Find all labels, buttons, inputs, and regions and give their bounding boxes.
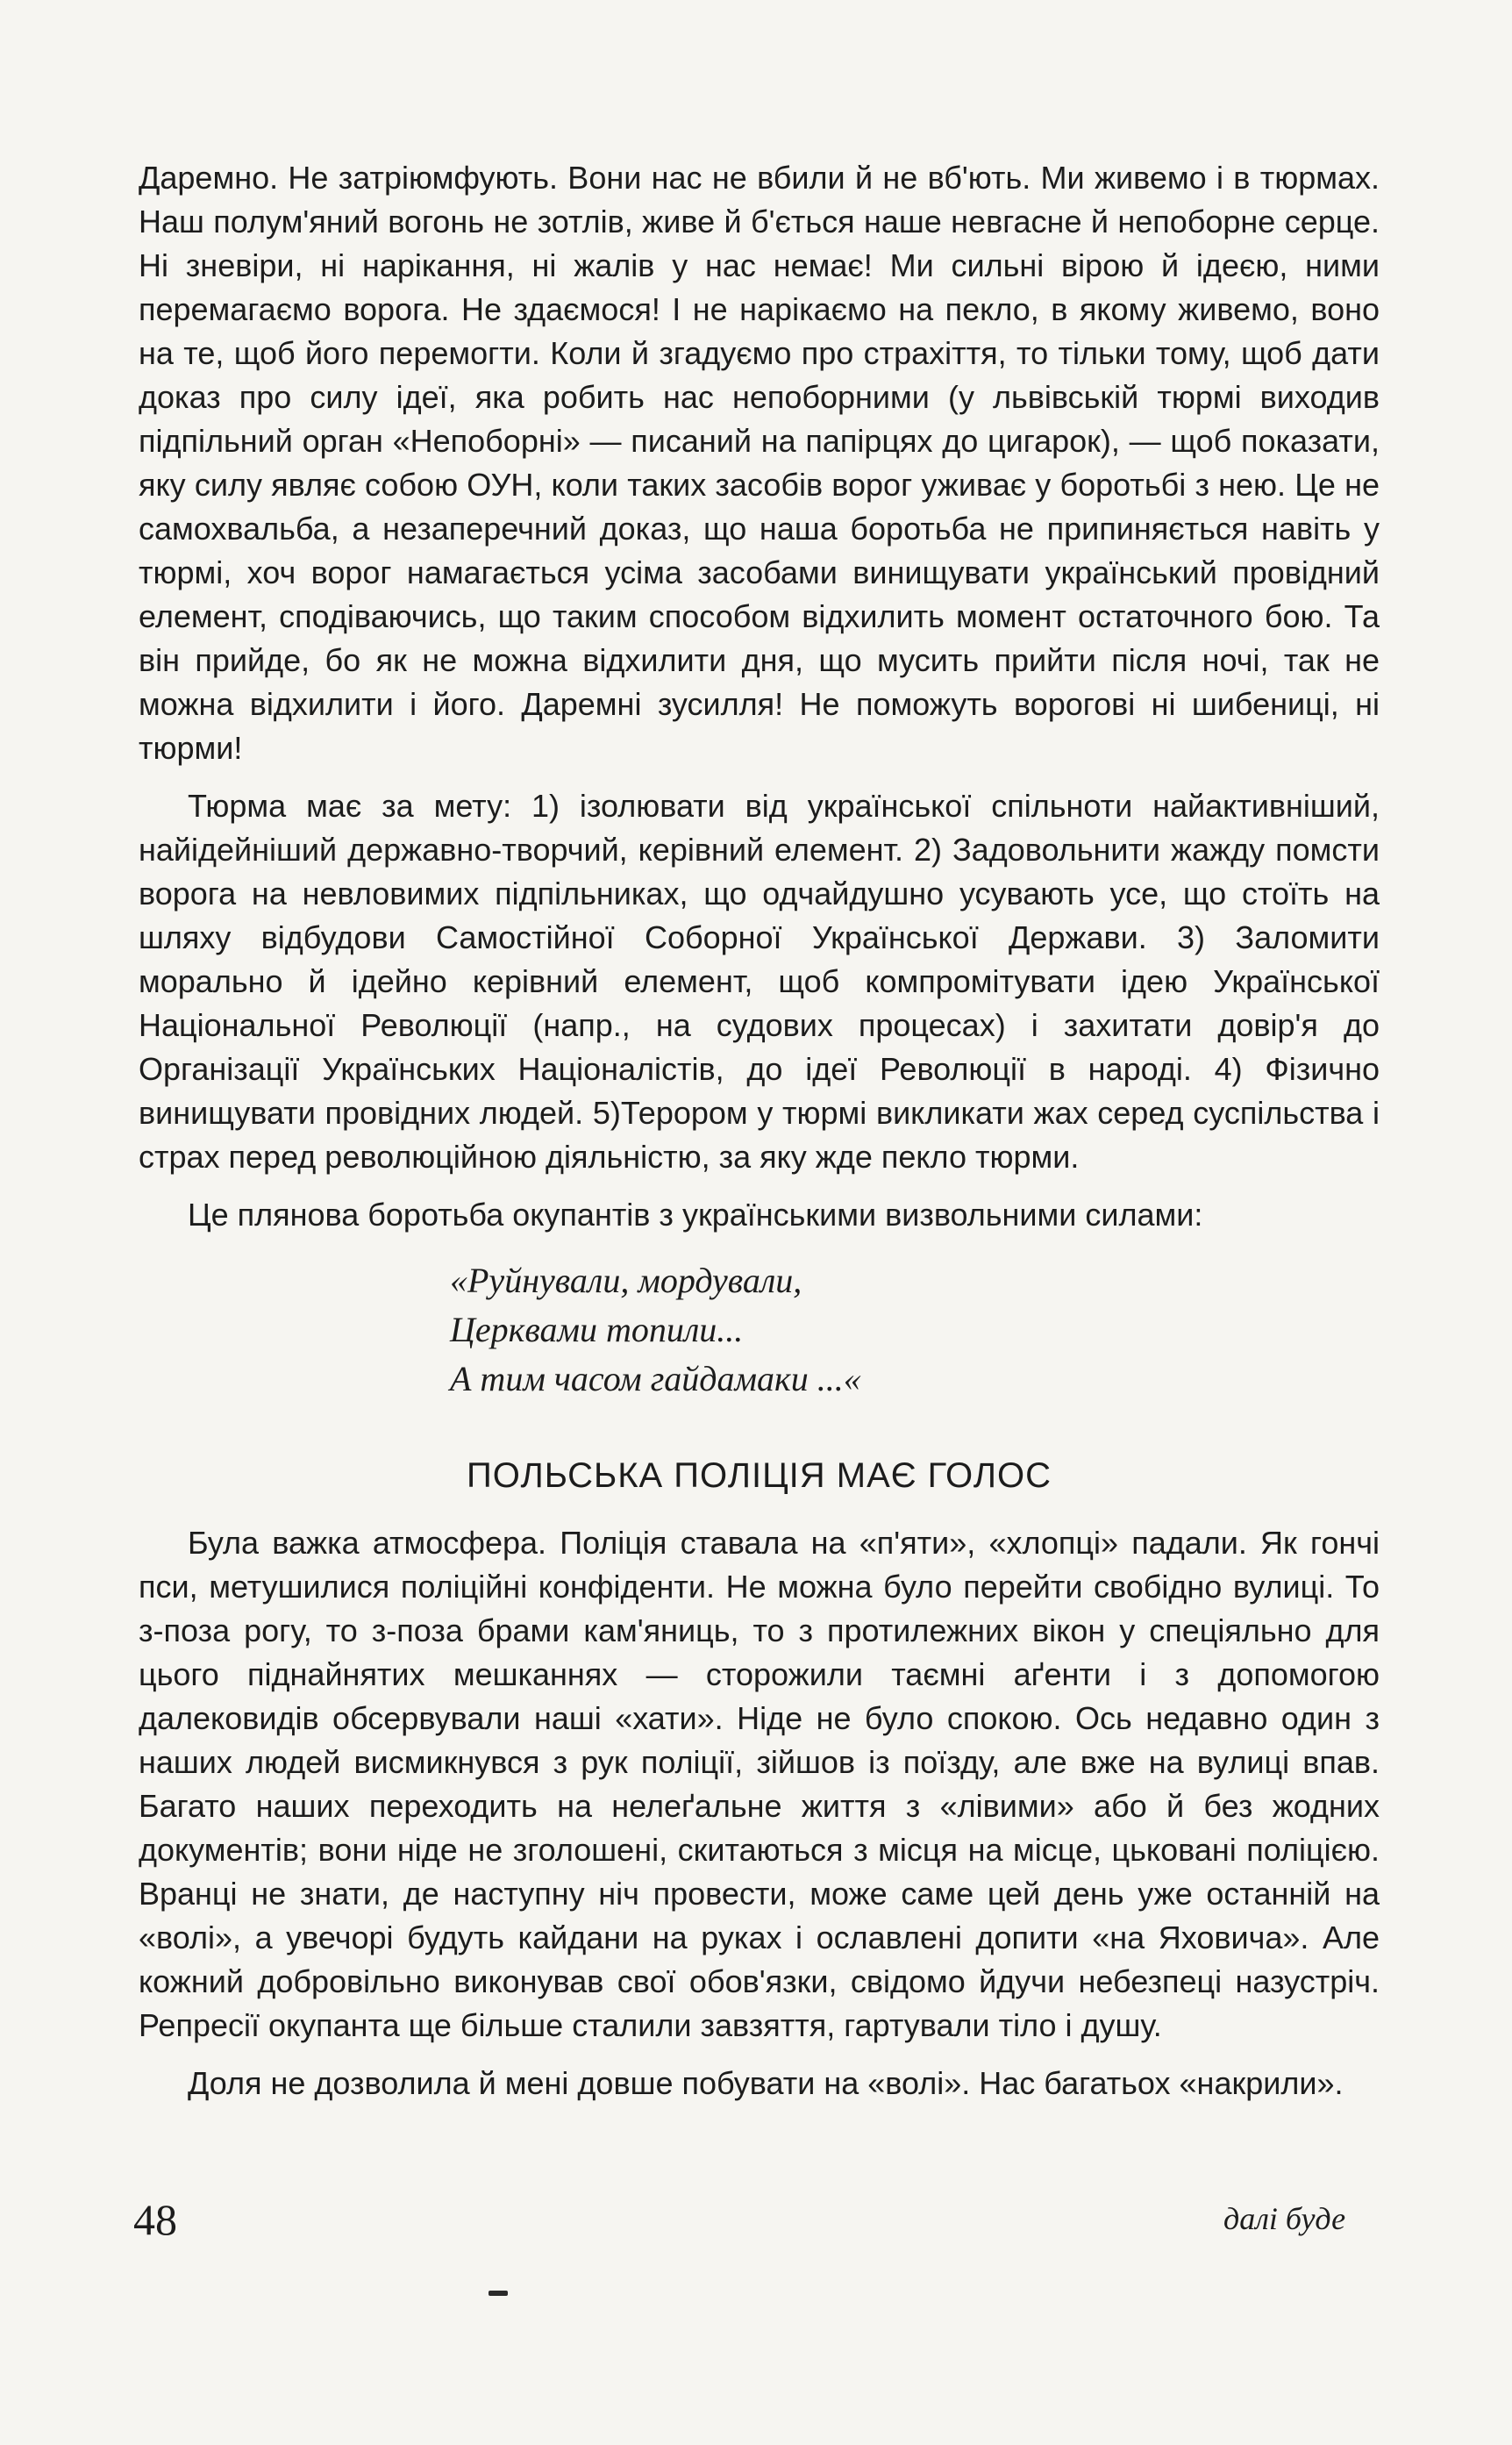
scan-mark xyxy=(489,2291,508,2296)
poem-line: Церквами топили... xyxy=(450,1310,744,1349)
paragraph-tyurma-meta: Тюрма має за мету: 1) ізолювати від української спільноти найактивніший, найідейніший державно-творчий, керівний елемент. 2) Задовольнити жажду помсти ворога на невловимих підпільниках, що одчайдушно усувають усе, що стоїть на шляху відбудови Самостійної Соборної Української Держави. 3) Заломити морально й ідейно керівний елемент, щоб компромітувати ідею Української Національної Революції (напр., на судових процесах) і захитати довір'я до Організації Українських Націоналістів, до ідеї Революції в народі. 4) Фізично винищувати провідних людей. 5)Терором у тюрмі викликати жах серед суспільства і страх перед революційною діяльністю, за яку жде пекло тюрми. xyxy=(139,788,1380,1175)
poem-line: «Руйнували, мордували, xyxy=(450,1261,802,1300)
section-heading: ПОЛЬСЬКА ПОЛІЦІЯ МАЄ ГОЛОС xyxy=(467,1456,1052,1495)
paragraph-atmosfera: Була важка атмосфера. Поліція ставала на «п'яти», «хлопці» падали. Як гончі пси, метушилися поліційні конфіденти. Не можна було перейти свобідно вулиці. То з-поза рогу, то з-поза брами кам'яниць, то з протилежних вікон у спеціяльно для цього піднайнятих мешканнях — сторожили таємні аґенти і з допомогою далековидів обсервували наші «хати». Ніде не було спокою. Ось недавно один з наших людей висмикнувся з рук поліції, зійшов із поїзду, але вже на вулиці впав. Багато наших переходить на нелеґальне життя з «лівими» або й без жодних документів; вони ніде не зголошені, скитаються з місця на місце, цьковані поліцією. Вранці не знати, де наступну ніч провести, може саме цей день уже останній на «волі», а увечорі будуть кайдани на руках і ославлені допити «на Яховича». Але кожний добровільно виконував свої обов'язки, свідомо йдучи небезпеці назустріч. Репресії окупанта ще більше сталили завзяття, гартували тіло і душу. xyxy=(139,1525,1380,2043)
paragraph-dolya: Доля не дозволила й мені довше побувати на «волі». Нас багатьох «накрили». xyxy=(188,2065,1344,2101)
paragraph-tyurmy: Даремно. Не затріюмфують. Вони нас не вбили й не вб'ють. Ми живемо і в тюрмах. Наш полум'яний вогонь не зотлів, живе й б'ється наше невгасне й непоборне серце. Ні зневіри, ні нарікання, ні жалів у нас немає! Ми сильні вірою й ідеєю, ними перемагаємо ворога. Не здаємося! І не нарікаємо на пекло, в якому живемо, воно на те, щоб його перемогти. Коли й згадуємо про страхіття, то тільки тому, щоб дати доказ про силу ідеї, яка робить нас непоборними (у львівській тюрмі виходив підпільний орган «Непоборні» — писаний на папірцях до цигарок), — щоб показати, яку силу являє собою ОУН, коли таких засобів ворог уживає у боротьбі з нею. Це не самохвальба, а незаперечний доказ, що наша боротьба не припиняється навіть у тюрмі, хоч ворог намагається усіма засобами винищувати український провідний елемент, сподіваючись, що таким способом відхилить момент остаточного бою. Та він прийде, бо як не можна відхилити дня, що мусить прийти після ночі, так не можна відхилити і його. Даремні зусилля! Не поможуть ворогові ні шибениці, ні тюрми! xyxy=(139,160,1380,766)
page-body xyxy=(139,156,1380,2105)
poem-quote xyxy=(450,1256,1380,1404)
paragraph-planova-borotba: Це плянова боротьба окупантів з українськими визвольними силами: xyxy=(188,1197,1203,1233)
page-number: 48 xyxy=(133,2195,177,2244)
continued-note: далі буде xyxy=(1223,2201,1346,2236)
poem-line: А тим часом гайдамаки ...« xyxy=(450,1359,861,1398)
